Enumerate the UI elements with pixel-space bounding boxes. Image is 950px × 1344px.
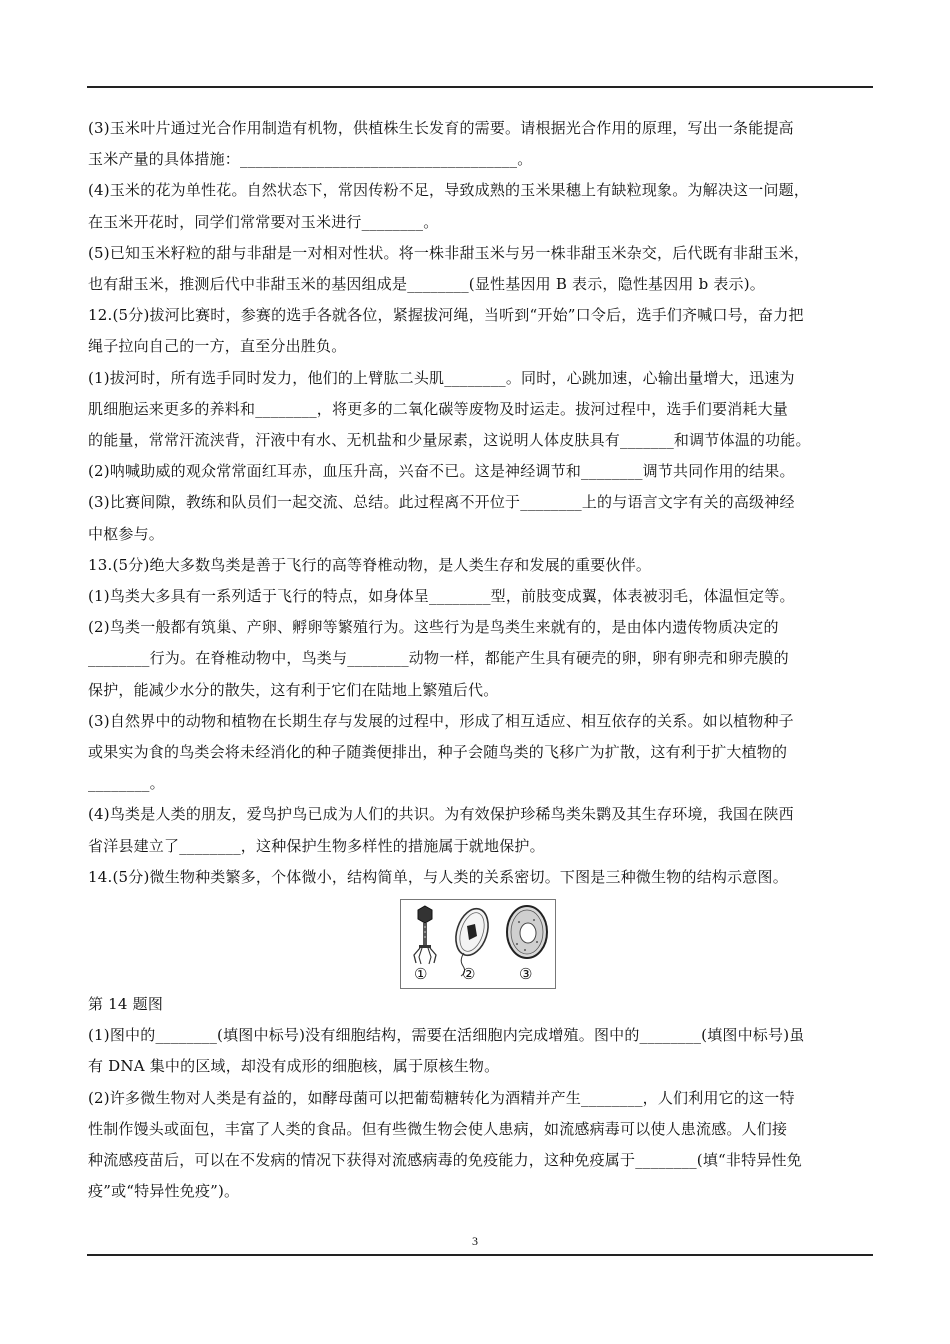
q13-2-line: ________行为。在脊椎动物中，鸟类与________动物一样，都能产生具有硬壳的卵，卵有卵壳和卵壳膜的 — [88, 649, 789, 668]
q14-2-line: (2)许多微生物对人类是有益的，如酵母菌可以把葡萄糖转化为酒精并产生________，人们利用它的这一特 — [88, 1088, 795, 1107]
figure-label-3: ③ — [519, 965, 533, 984]
page-number: 3 — [472, 1234, 478, 1248]
figure-frame — [400, 899, 556, 989]
q12-stem-line: 12.(5分)拔河比赛时，参赛的选手各就各位，紧握拔河绳，当听到“开始”口令后，选手们齐喊口号，奋力把 — [88, 306, 804, 325]
virus-drawing — [414, 906, 436, 964]
q13-3-line: 或果实为食的鸟类会将未经消化的种子随粪便排出，种子会随鸟类的飞移广为扩散，这有利于扩大植物的 — [88, 743, 788, 762]
q13-2-line: 保护，能减少水分的散失，这有利于它们在陆地上繁殖后代。 — [88, 680, 499, 699]
page-content — [88, 113, 868, 1208]
q14-2-line: 疫”或“特异性免疫”)。 — [88, 1182, 240, 1201]
q11-4-line: (4)玉米的花为单性花。自然状态下，常因传粉不足，导致成熟的玉米果穗上有缺粒现象。为解决这一问题， — [88, 181, 810, 200]
q11-5-line: (5)已知玉米籽粒的甜与非甜是一对相对性状。将一株非甜玉米与另一株非甜玉米杂交，后代既有非甜玉米， — [88, 243, 810, 262]
q13-3-line: (3)自然界中的动物和植物在长期生存与发展的过程中，形成了相互适应、相互依存的关系。如以植物种子 — [88, 711, 794, 730]
microorganism-figure — [88, 899, 868, 989]
q14-1-line: (1)图中的________(填图中标号)没有细胞结构，需要在活细胞内完成增殖。图中的________(填图中标号)虽 — [88, 1026, 805, 1045]
q11-3-line: (3)玉米叶片通过光合作用制造有机物，供植株生长发育的需要。请根据光合作用的原理，写出一条能提高 — [88, 119, 794, 137]
q14-2-line: 种流感疫苗后，可以在不发病的情况下获得对流感病毒的免疫能力，这种免疫属于________(填“非特异性免 — [88, 1151, 802, 1170]
top-rule — [87, 86, 873, 88]
q12-1-line: (1)拔河时，所有选手同时发力，他们的上臂肱二头肌________。同时，心跳加速，心输出量增大，迅速为 — [88, 368, 795, 387]
q11-4-line: 在玉米开花时，同学们常常要对玉米进行________。 — [88, 212, 439, 231]
q14-1-line: 有 DNA 集中的区域，却没有成形的细胞核，属于原核生物。 — [88, 1057, 500, 1076]
q12-1-line: 肌细胞运来更多的养料和________，将更多的二氧化碳等废物及时运走。拔河过程中，选手们要消耗大量 — [88, 399, 789, 418]
q12-1-line: 的能量，常常汗流浃背，汗液中有水、无机盐和少量尿素，这说明人体皮肤具有_______和调节体温的功能。 — [88, 431, 811, 450]
q13-stem-line: 13.(5分)绝大多数鸟类是善于飞行的高等脊椎动物，是人类生存和发展的重要伙伴。 — [88, 555, 652, 574]
q12-3-line: (3)比赛间隙，教练和队员们一起交流、总结。此过程离不开位于________上的与语言文字有关的高级神经 — [88, 493, 795, 512]
q14-stem-line: 14.(5分)微生物种类繁多，个体微小，结构简单，与人类的关系密切。下图是三种微生物的结构示意图。 — [88, 867, 788, 886]
figure-caption: 第 14 题图 — [88, 995, 164, 1014]
q13-4-line: 省洋县建立了________，这种保护生物多样性的措施属于就地保护。 — [88, 836, 545, 855]
q12-3-line: 中枢参与。 — [88, 524, 165, 543]
q13-3-line: ________。 — [88, 774, 165, 793]
q13-4-line: (4)鸟类是人类的朋友，爱鸟护鸟已成为人们的共识。为有效保护珍稀鸟类朱鹮及其生存环境，我国在陕西 — [88, 805, 794, 824]
figure-label-2: ② — [462, 965, 476, 984]
q13-2-line: (2)鸟类一般都有筑巢、产卵、孵卵等繁殖行为。这些行为是鸟类生来就有的，是由体内遗传物质决定的 — [88, 618, 779, 637]
yeast-drawing — [507, 906, 547, 958]
q13-1-line: (1)鸟类大多具有一系列适于飞行的特点，如身体呈________型，前肢变成翼，体表被羽毛，体温恒定等。 — [88, 587, 795, 606]
q14-2-line: 性制作馒头或面包，丰富了人类的食品。但有些微生物会使人患病，如流感病毒可以使人患流感。人们接 — [88, 1119, 788, 1138]
figure-label-1: ① — [414, 965, 428, 984]
q11-3-line: 玉米产量的具体措施：____________________________________。 — [88, 150, 533, 169]
q12-2-line: (2)呐喊助威的观众常常面红耳赤，血压升高，兴奋不已。这是神经调节和________调节共同作用的结果。 — [88, 462, 795, 481]
q12-stem-line: 绳子拉向自己的一方，直至分出胜负。 — [88, 337, 347, 356]
bottom-rule — [87, 1254, 873, 1256]
q11-5-line: 也有甜玉米，推测后代中非甜玉米的基因组成是________(显性基因用 B 表示，隐性基因用 b 表示)。 — [88, 275, 766, 294]
